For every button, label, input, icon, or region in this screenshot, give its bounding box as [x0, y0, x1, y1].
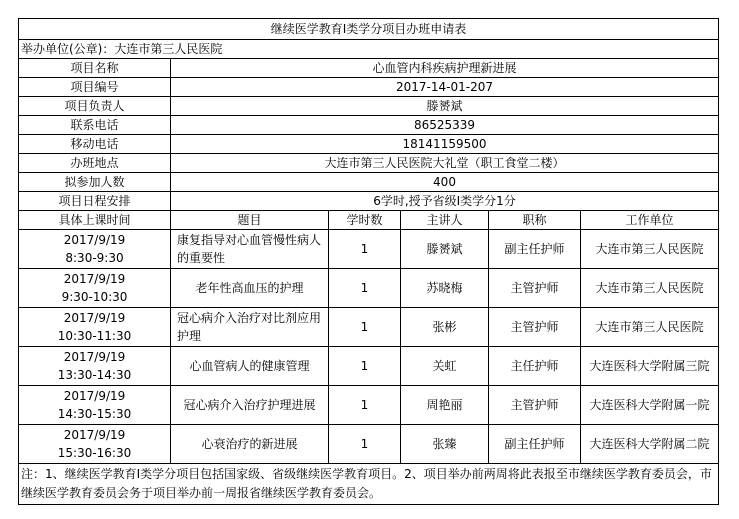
organizer-row: [19, 40, 719, 59]
session-time: [19, 425, 171, 464]
footnote: 注：1、继续医学教育Ⅰ类学分项目包括国家级、省级继续医学教育项目。2、项目举办前两周将此表报至市继续医学教育委员会，市继续医学教育委员会务于项目举办前一周报省继续医学教育委员会。: [19, 464, 719, 505]
info-label: 项目名称: [19, 59, 171, 78]
session-date: 2017/9/19: [63, 233, 126, 247]
session-rank: 主管护师: [489, 308, 581, 347]
session-time: [19, 269, 171, 308]
session-credit-hours: 1: [329, 269, 401, 308]
session-hours-range: 10:30-11:30: [57, 329, 132, 343]
session-topic: 冠心病介入治疗对比剂应用护理: [171, 308, 329, 347]
session-unit: 大连市第三人民医院: [581, 230, 719, 269]
session-topic: 老年性高血压的护理: [171, 269, 329, 308]
info-label: 办班地点: [19, 154, 171, 173]
session-speaker: 关虹: [401, 347, 489, 386]
session-speaker: 周艳丽: [401, 386, 489, 425]
info-value: 18141159500: [171, 135, 719, 154]
session-rank: 主管护师: [489, 269, 581, 308]
schedule-row: [19, 230, 719, 269]
info-value: 大连市第三人民医院大礼堂（职工食堂二楼）: [171, 154, 719, 173]
session-unit: 大连市第三人民医院: [581, 308, 719, 347]
session-credit-hours: 1: [329, 308, 401, 347]
session-topic: 心血管病人的健康管理: [171, 347, 329, 386]
info-row-mobile: [19, 135, 719, 154]
session-credit-hours: 1: [329, 425, 401, 464]
session-date: 2017/9/19: [63, 350, 126, 364]
info-row-attendees: [19, 173, 719, 192]
session-rank: 副主任护师: [489, 425, 581, 464]
session-speaker: 张臻: [401, 425, 489, 464]
schedule-row: [19, 347, 719, 386]
session-hours-range: 15:30-16:30: [57, 446, 132, 460]
info-value: 6学时,授予省级Ⅰ类学分1分: [171, 192, 719, 211]
info-value: 400: [171, 173, 719, 192]
session-topic: 康复指导对心血管慢性病人的重要性: [171, 230, 329, 269]
info-value: 心血管内科疾病护理新进展: [171, 59, 719, 78]
schedule-row: [19, 308, 719, 347]
info-row-venue: [19, 154, 719, 173]
session-hours-range: 14:30-15:30: [57, 407, 132, 421]
header-unit: 工作单位: [581, 211, 719, 230]
session-credit-hours: 1: [329, 230, 401, 269]
session-rank: 副主任护师: [489, 230, 581, 269]
session-speaker: 滕赟斌: [401, 230, 489, 269]
session-unit: 大连医科大学附属三院: [581, 347, 719, 386]
session-time: [19, 347, 171, 386]
header-rank: 职称: [489, 211, 581, 230]
info-row-project-name: [19, 59, 719, 78]
note-row: [19, 464, 719, 505]
schedule-row: [19, 386, 719, 425]
header-topic: 题目: [171, 211, 329, 230]
session-speaker: 张彬: [401, 308, 489, 347]
info-label: 移动电话: [19, 135, 171, 154]
info-label: 拟参加人数: [19, 173, 171, 192]
session-rank: 主管护师: [489, 386, 581, 425]
session-hours-range: 13:30-14:30: [57, 368, 132, 382]
header-speaker: 主讲人: [401, 211, 489, 230]
session-topic: 冠心病介入治疗护理进展: [171, 386, 329, 425]
session-date: 2017/9/19: [63, 272, 126, 286]
session-time: [19, 308, 171, 347]
session-credit-hours: 1: [329, 347, 401, 386]
session-credit-hours: 1: [329, 386, 401, 425]
schedule-header-row: [19, 211, 719, 230]
schedule-row: [19, 269, 719, 308]
session-speaker: 苏晓梅: [401, 269, 489, 308]
title-row: [19, 19, 719, 40]
info-value: 86525339: [171, 116, 719, 135]
session-hours-range: 9:30-10:30: [61, 290, 128, 304]
info-label: 项目负责人: [19, 97, 171, 116]
session-unit: 大连医科大学附属一院: [581, 386, 719, 425]
info-row-phone: [19, 116, 719, 135]
session-time: [19, 386, 171, 425]
application-form: [18, 18, 718, 505]
session-date: 2017/9/19: [63, 389, 126, 403]
form-title: 继续医学教育Ⅰ类学分项目办班申请表: [19, 19, 719, 40]
session-hours-range: 8:30-9:30: [65, 251, 124, 265]
info-label: 项目日程安排: [19, 192, 171, 211]
session-date: 2017/9/19: [63, 311, 126, 325]
info-row-project-lead: [19, 97, 719, 116]
session-topic: 心衰治疗的新进展: [171, 425, 329, 464]
info-value: 2017-14-01-207: [171, 78, 719, 97]
session-unit: 大连医科大学附属二院: [581, 425, 719, 464]
info-row-schedule: [19, 192, 719, 211]
header-time: 具体上课时间: [19, 211, 171, 230]
session-unit: 大连市第三人民医院: [581, 269, 719, 308]
header-hours: 学时数: [329, 211, 401, 230]
session-time: [19, 230, 171, 269]
info-value: 滕赟斌: [171, 97, 719, 116]
info-label: 项目编号: [19, 78, 171, 97]
schedule-row: [19, 425, 719, 464]
info-label: 联系电话: [19, 116, 171, 135]
info-row-project-number: [19, 78, 719, 97]
session-rank: 主任护师: [489, 347, 581, 386]
form-table: [18, 18, 719, 505]
organizer-label: 举办单位(公章)：大连市第三人民医院: [19, 40, 719, 59]
session-date: 2017/9/19: [63, 428, 126, 442]
